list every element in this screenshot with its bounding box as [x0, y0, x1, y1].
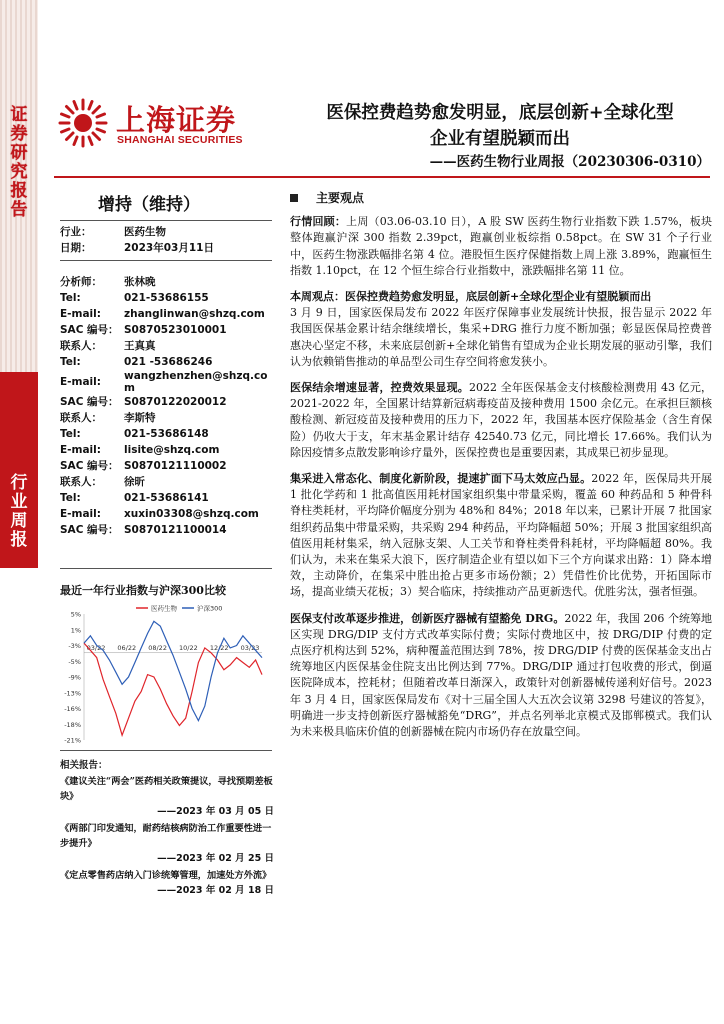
analyst-sac: S0870523010001 — [124, 324, 227, 336]
meta-date — [60, 240, 214, 256]
paragraph-text: 2022 全年医保基金支付核酸检测费用 43 亿元，2021-2022 年，全国累计结算新冠病毒疫苗及接种费用 1500 余亿元。在承担巨额核酸检测、新冠疫苗及接种费用的压力下，2022 年，我国基本医疗保险基金（含生育保险）仍收大于支，年末基金累计结存 42540.73 亿元，同比增长 17.66%。我们认为除因疫情多点散发影响诊疗量外，医保控费也是重要因素，其成果已初步显现。 — [290, 381, 713, 459]
field-label: 联系人： — [60, 412, 102, 424]
contact-row — [60, 394, 270, 410]
chart-divider — [60, 750, 272, 751]
x-tick-label: 10/22 — [179, 643, 198, 652]
y-tick-label: -3% — [68, 642, 81, 650]
contact-sac: S0870122020012 — [124, 396, 227, 408]
report-title — [290, 100, 710, 152]
contact-row — [60, 522, 270, 538]
meta-industry — [60, 224, 214, 240]
meta-label: 行业： — [60, 226, 92, 238]
field-label: SAC 编号： — [60, 396, 119, 408]
legend-label: 医药生物 — [151, 604, 177, 613]
related-report-title[interactable]: 《建议关注“两会”医药相关政策提议，寻找预期差板块》 — [60, 776, 273, 802]
logo-en-name: SHANGHAI SECURITIES — [117, 134, 243, 146]
paragraph-fund-surplus — [290, 380, 712, 461]
field-label: E-mail: — [60, 508, 101, 520]
x-tick-label: 03/22 — [86, 643, 106, 652]
contact-row — [60, 474, 270, 490]
y-tick-label: 1% — [70, 626, 81, 635]
field-label: Tel: — [60, 292, 81, 304]
x-tick-label: 06/22 — [117, 643, 137, 652]
field-label: SAC 编号： — [60, 324, 119, 336]
field-label: SAC 编号： — [60, 524, 119, 536]
y-tick-label: -21% — [64, 736, 81, 745]
contact-tel: 021 -53686246 — [124, 356, 213, 368]
related-report-date: ——2023 年 02 月 18 日 — [157, 885, 274, 896]
paragraph-procurement — [290, 471, 712, 601]
field-label: 联系人： — [60, 340, 102, 352]
related-report-date: ——2023 年 02 月 25 日 — [157, 853, 274, 864]
x-tick-label: 12/22 — [209, 643, 229, 652]
field-label: E-mail: — [60, 376, 101, 388]
side-band — [0, 0, 38, 1024]
paragraph-text: 2022 年，我国 206 个统筹地区实现 DRG/DIP 支付方式改革实际付费；实际付费地区中，按 DRG/DIP 付费的定点医疗机构达到 52%，病种覆盖范围达到 78%，按 DRG/DIP 付费的医保基金支出占统筹地区内医保基金住院支出比例达到 77%。DRG/DIP 通过打包收费的形式，倒逼医院降成本，控耗材；但随着改革日渐深入，政策针对创新器械传递利好信号。2023 年 3 月 4 日，国家医保局发布《对十三届全国人大五次会议第 3298 号建议的答复》，明确进一步支持创新医疗器械豁免“DRG”，并点名列举北京模式及邯郸模式。我们认为未来极具临床价值的创新器械在院内市场仍存在放量空间。 — [290, 611, 713, 739]
contact-sac: S0870121110002 — [124, 460, 227, 472]
contact-email[interactable]: wangzhenzhen@shzq.com — [124, 370, 268, 394]
main-content — [290, 190, 712, 750]
contact-row — [60, 490, 270, 506]
contact-tel: 021-53686141 — [124, 492, 209, 504]
paragraph-text: 上周（03.06-03.10 日），A 股 SW 医药生物行业指数下跌 1.57%，板块整体跑赢沪深 300 指数 2.39pct，跑赢创业板综指 0.58pct。在 SW 31 个子行业中，医药生物涨跌幅排名第 4 位。港股恒生医疗保健指数上周上涨 3.89%，跑赢恒生指数 1.10pct，在 12 个恒生综合行业指数中，涨跌幅排名第 11 位。 — [290, 215, 713, 277]
contact-name: 徐昕 — [124, 476, 145, 488]
y-tick-label: -16% — [64, 705, 81, 713]
analyst-tel: 021-53686155 — [124, 292, 209, 304]
contact-email[interactable]: lisite@shzq.com — [124, 444, 220, 456]
side-label-weekly: 行业周报 — [10, 473, 28, 550]
contact-row — [60, 338, 270, 354]
logo-cn-name: 上海证券 — [116, 103, 237, 137]
analyst-block — [60, 274, 270, 538]
company-logo — [56, 96, 256, 152]
rating: 增持（维持） — [98, 195, 200, 215]
analyst-divider — [60, 568, 272, 569]
section-heading — [290, 190, 712, 206]
report-subtitle: ——医药生物行业周报（20230306-0310） — [429, 154, 710, 170]
contact-row — [60, 370, 270, 394]
field-label: 分析师： — [60, 276, 102, 288]
contact-name: 李斯特 — [124, 412, 156, 424]
meta-value: 2023年03月11日 — [124, 242, 214, 254]
contact-row — [60, 426, 270, 442]
paragraph-weekly-view — [290, 289, 712, 305]
related-report-title[interactable]: 《定点零售药店纳入门诊统筹管理，加速处方外流》 — [60, 870, 272, 881]
paragraph-weekly-view-body — [290, 305, 712, 370]
paragraph-lead: 本周观点：医保控费趋势愈发明显，底层创新+全球化型企业有望脱颖而出 — [290, 290, 652, 304]
side-label-report: 证券研究报告 — [10, 105, 28, 220]
related-reports — [60, 758, 274, 900]
contact-name: 王真真 — [124, 340, 156, 352]
y-tick-label: -13% — [64, 689, 81, 698]
y-tick-label: -5% — [68, 657, 81, 666]
meta-divider — [60, 260, 272, 261]
logo-sun-icon — [56, 96, 110, 150]
paragraph-lead: 医保支付改革逐步推进，创新医疗器械有望豁免 DRG。 — [290, 611, 565, 625]
analyst-row — [60, 322, 270, 338]
related-reports-heading: 相关报告： — [60, 760, 108, 771]
field-label: E-mail: — [60, 444, 101, 456]
title-line-1: 医保控费趋势愈发明显，底层创新+全球化型 — [326, 103, 674, 123]
meta-value: 医药生物 — [124, 226, 166, 238]
meta-block — [60, 224, 214, 256]
meta-label: 日期： — [60, 242, 92, 254]
title-line-2: 企业有望脱颖而出 — [430, 129, 570, 149]
paragraph-text: 2022 年，医保局共开展 1 批化学药和 1 批高值医用耗材国家组织集中带量采购，覆盖 60 种药品和 5 种骨科脊柱类耗材，平均降价幅度分别为 48%和 84%；2018 年以来，已累计开展 7 批国家组织药品集中带量采购，共采购 294 种药品，平均降幅超 50%；开展 3 批国家组织高值医用耗材集采，纳入冠脉支架、人工关节和脊柱类骨科耗材，平均降幅超 80%。我们认为，未来在集采大浪下，医疗制造企业有望以如下三个方向谋求出路：1）降本增效，主动降价，在集采中胜出抢占更多市场份额；2）凭借性价比优势，开拓国际市场，提高业绩天花板；3）契合临床，持续推动产品更新迭代。优胜劣汰，强者恒强。 — [290, 472, 712, 599]
series-line-1 — [84, 621, 262, 720]
field-label: Tel: — [60, 428, 81, 440]
field-label: Tel: — [60, 492, 81, 504]
chart-title: 最近一年行业指数与沪深300比较 — [60, 584, 226, 597]
analyst-row — [60, 306, 270, 322]
paragraph-lead: 集采进入常态化、制度化新阶段，提速扩面下马太效应凸显。 — [290, 472, 592, 486]
contact-tel: 021-53686148 — [124, 428, 209, 440]
field-label: E-mail: — [60, 308, 101, 320]
related-report-date: ——2023 年 03 月 05 日 — [157, 806, 274, 817]
series-line-0 — [84, 643, 262, 735]
contact-email[interactable]: xuxin03308@shzq.com — [124, 508, 259, 520]
paragraph-market-review — [290, 214, 712, 279]
header-divider — [54, 176, 710, 178]
related-report-title[interactable]: 《两部门印发通知，耐药结核病防治工作重要性进一步提升》 — [60, 823, 272, 849]
y-tick-label: -18% — [64, 720, 81, 729]
analyst-email[interactable]: zhanglinwan@shzq.com — [124, 308, 265, 320]
analyst-row — [60, 290, 270, 306]
paragraph-text: 3 月 9 日，国家医保局发布 2022 年医疗保障事业发展统计快报，报告显示 2022 年我国医保基金累计结余继续增长，集采+DRG 推行力度不断加强；彰显医保局控费普惠决心坚定不移，未来底层创新+全球化销售有望成为企业长期发展的驱动引擎，我们认为依赖销售推动的单品型公司生存空间将愈发狭小。 — [290, 306, 712, 368]
square-bullet-icon — [290, 194, 298, 202]
analyst-name: 张林晚 — [124, 276, 156, 288]
contact-row — [60, 506, 270, 522]
section-title: 主要观点 — [316, 191, 365, 205]
field-label: Tel: — [60, 356, 81, 368]
rating-divider — [60, 220, 272, 221]
analyst-row — [60, 274, 270, 290]
contact-sac: S0870121100014 — [124, 524, 227, 536]
contact-row — [60, 458, 270, 474]
x-tick-label: 03/23 — [240, 643, 260, 652]
paragraph-payment-reform — [290, 611, 712, 741]
contact-row — [60, 442, 270, 458]
index-comparison-chart — [56, 600, 272, 748]
y-tick-label: 5% — [70, 610, 81, 619]
contact-row — [60, 410, 270, 426]
legend-label: 沪深300 — [197, 604, 223, 613]
paragraph-lead: 医保结余增速显著，控费效果显现。 — [290, 381, 469, 395]
x-tick-label: 08/22 — [148, 643, 167, 652]
y-tick-label: -9% — [68, 673, 81, 682]
contact-row — [60, 354, 270, 370]
field-label: 联系人： — [60, 476, 102, 488]
field-label: SAC 编号： — [60, 460, 119, 472]
paragraph-lead: 行情回顾： — [290, 215, 347, 229]
